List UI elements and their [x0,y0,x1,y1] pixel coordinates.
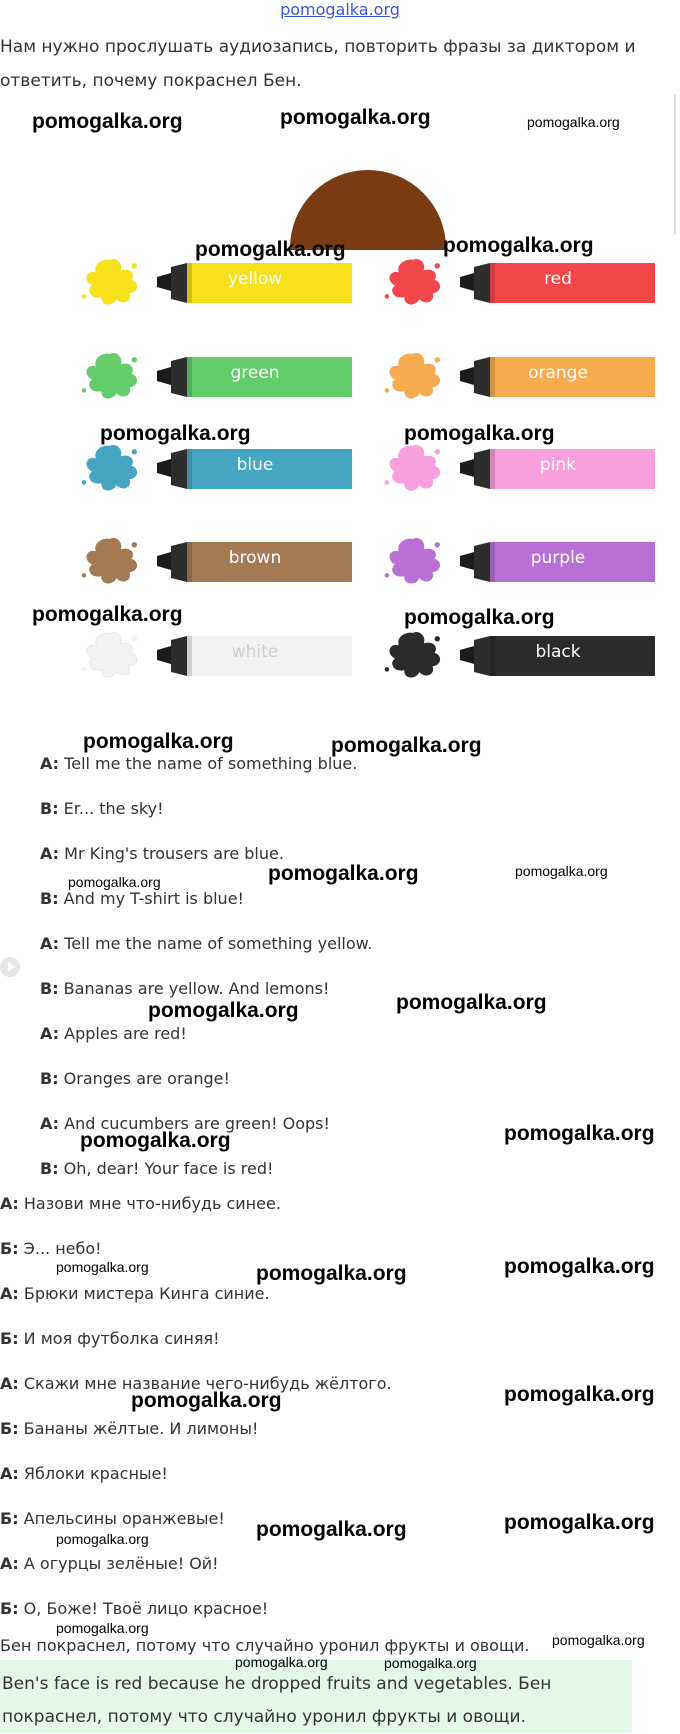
line-text: Mr King's trousers are blue. [59,844,284,863]
marker-label: pink [539,455,577,475]
line-text: Tell me the name of something blue. [59,754,358,773]
line-text: Oh, dear! Your face is red! [58,1159,274,1178]
answer-text: Ben's face is red because he dropped fruits and vegetables. Бен покраснел, потому что случайно уронил фрукты и овощи. [2,1674,552,1727]
color-item-black [378,628,648,678]
watermark-text: pomogalka.org [256,1518,407,1541]
paint-splash-icon [75,441,145,495]
line-text: Яблоки красные! [18,1464,168,1483]
dialogue-line [0,1194,670,1213]
watermark-text: pomogalka.org [396,991,547,1014]
speaker-label: Б: [0,1509,19,1528]
watermark-text: pomogalka.org [32,110,183,133]
marker-label: black [535,642,581,662]
speaker-label: А: [0,1554,19,1573]
paint-splash-icon [75,349,145,403]
color-item-yellow [75,255,345,305]
line-text: Apples are red! [59,1024,187,1043]
dialogue-line [0,1284,670,1303]
watermark-text: pomogalka.org [527,114,620,130]
speaker-label: Б: [0,1329,19,1348]
watermark-text: pomogalka.org [515,863,608,879]
speaker-label: A: [40,844,60,863]
dialogue-line [0,1419,670,1438]
speaker-label: А: [0,1284,19,1303]
watermark-text: pomogalka.org [80,1129,231,1152]
paint-splash-icon [378,349,448,403]
speaker-label: A: [40,754,60,773]
marker-label: green [230,363,280,383]
speaker-label: Б: [0,1599,19,1618]
dialogue-line [0,1464,670,1483]
watermark-text: pomogalka.org [68,874,161,890]
color-item-white [75,628,345,678]
watermark-text: pomogalka.org [384,1655,477,1671]
line-text: And my T-shirt is blue! [58,889,244,908]
color-item-green [75,349,345,399]
dialogue-line [0,1329,670,1348]
dialogue-line [0,1599,670,1618]
divider [674,95,676,235]
speaker-label: A: [40,934,60,953]
line-text: Брюки мистера Кинга синие. [18,1284,270,1303]
speaker-label: А: [0,1464,19,1483]
watermark-text: pomogalka.org [331,734,482,757]
dialogue-line [40,1159,640,1178]
speaker-label: B: [40,1159,59,1178]
line-text: Скажи мне название чего-нибудь жёлтого. [18,1374,392,1393]
watermark-text: pomogalka.org [443,234,594,257]
paint-splash-icon [378,628,448,682]
play-icon[interactable] [0,957,20,977]
dialogue-line [40,799,640,818]
watermark-text: pomogalka.org [404,422,555,445]
marker-label: orange [528,363,588,383]
line-text: And cucumbers are green! Oops! [59,1114,330,1133]
paint-splash-icon [75,534,145,588]
speaker-label: A: [40,1024,60,1043]
speaker-label: Б: [0,1239,19,1258]
line-text: О, Боже! Твоё лицо красное! [18,1599,269,1618]
line-text: Bananas are yellow. And lemons! [58,979,330,998]
line-text: Э... небо! [18,1239,102,1258]
color-item-blue [75,441,345,491]
speaker-label: B: [40,799,59,818]
dialogue-line [40,1024,640,1043]
paint-splash-icon [75,628,145,682]
color-item-orange [378,349,648,399]
watermark-text: pomogalka.org [148,999,299,1022]
line-text: Бананы жёлтые. И лимоны! [18,1419,259,1438]
color-item-pink [378,441,648,491]
line-text: Oranges are orange! [58,1069,230,1088]
paint-splash-icon [378,534,448,588]
paint-splash-icon [75,255,145,309]
watermark-text: pomogalka.org [32,603,183,626]
watermark-text: pomogalka.org [235,1654,328,1670]
watermark-text: pomogalka.org [56,1531,149,1547]
marker-label: blue [236,455,274,475]
speaker-label: А: [0,1374,19,1393]
watermark-text: pomogalka.org [56,1620,149,1636]
speaker-label: А: [0,1194,19,1213]
speaker-label: B: [40,979,59,998]
line-text: Назови мне что-нибудь синее. [18,1194,281,1213]
line-text: И моя футболка синяя! [18,1329,220,1348]
watermark-text: pomogalka.org [280,106,431,129]
color-item-brown [75,534,345,584]
line-text: Er... the sky! [58,799,164,818]
watermark-text: pomogalka.org [131,1389,282,1412]
intro-text: Нам нужно прослушать аудиозапись, повторить фразы за диктором и ответить, почему покраснел Бен. [0,37,636,91]
watermark-text: pomogalka.org [100,422,251,445]
line-text: Tell me the name of something yellow. [59,934,373,953]
dialogue-line [0,1554,670,1573]
watermark-text: pomogalka.org [56,1259,149,1275]
watermark-text: pomogalka.org [83,730,234,753]
dialogue-line [40,934,640,953]
watermark-text: pomogalka.org [504,1383,655,1406]
dialogue-line [40,1069,640,1088]
watermark-text: pomogalka.org [256,1262,407,1285]
speaker-label: Б: [0,1419,19,1438]
watermark-text: pomogalka.org [504,1511,655,1534]
watermark-text: pomogalka.org [268,862,419,885]
watermark-text: pomogalka.org [504,1255,655,1278]
watermark-text: pomogalka.org [504,1122,655,1145]
dialogue-line [40,979,640,998]
watermark-text: pomogalka.org [195,238,346,261]
dialogue-line [40,889,640,908]
watermark-text: pomogalka.org [552,1632,645,1648]
color-item-red [378,255,648,305]
dialogue-line [40,844,640,863]
speaker-label: A: [40,1114,60,1133]
paint-splash-icon [378,441,448,495]
watermark-text: pomogalka.org [404,606,555,629]
marker-label: brown [228,548,282,568]
marker-label: purple [530,548,586,568]
line-text: А огурцы зелёные! Ой! [18,1554,219,1573]
site-title-link[interactable]: pomogalka.org [280,0,400,19]
marker-label: red [544,269,572,289]
marker-label: yellow [227,269,283,289]
speaker-label: B: [40,889,59,908]
line-text: Апельсины оранжевые! [18,1509,225,1528]
paint-splash-icon [378,255,448,309]
marker-label: white [231,642,279,662]
speaker-label: B: [40,1069,59,1088]
conclusion-text: Бен покраснел, потому что случайно уронил фрукты и овощи. [0,1636,530,1655]
color-item-purple [378,534,648,584]
